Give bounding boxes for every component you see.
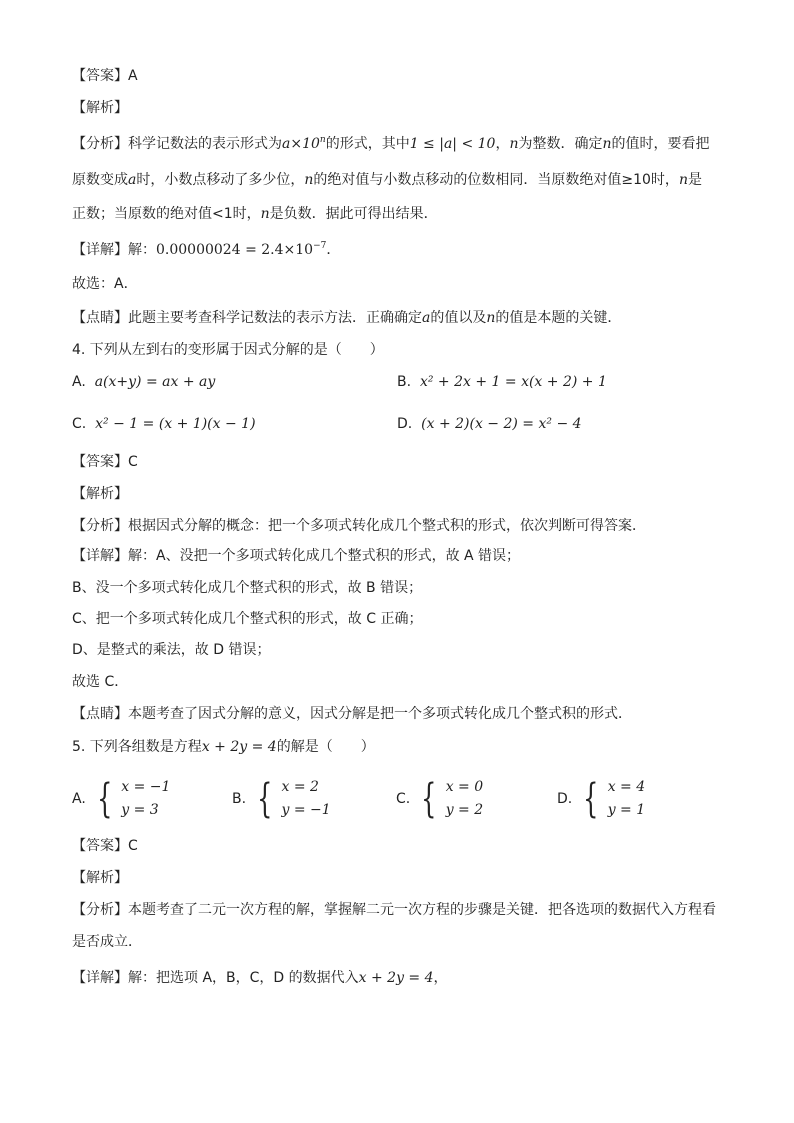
- q5-option-b: B. { x = 2 y = −1: [232, 776, 331, 822]
- question-4: 4. 下列从左到右的变形属于因式分解的是（ ）: [72, 342, 384, 358]
- solution-line-d: D、是整式的乘法，故 D 错误；: [72, 642, 271, 658]
- q4-option-d: D. (x + 2)(x − 2) = x² − 4: [397, 416, 582, 432]
- solution-text: 【详解】解：$0.00000024 = 2.4\times 10^{-7}$．: [72, 241, 341, 258]
- q4-option-c: C. x² − 1 = (x + 1)(x − 1): [72, 416, 256, 432]
- brace-glyph: {: [421, 776, 437, 822]
- choice-text: 故选 C．: [72, 674, 129, 690]
- comment-text: 【点睛】此题主要考查科学记数法的表示方法．正确确定a的值以及n的值是本题的关键．: [72, 310, 622, 326]
- analysis-text-line2: 是否成立．: [72, 934, 142, 950]
- q4-option-b: B. x² + 2x + 1 = x(x + 2) + 1: [397, 374, 607, 390]
- q4-option-a: A. a(x+y) = ax + ay: [72, 374, 216, 390]
- analysis-text: 【分析】科学记数法的表示形式为$a\times 10^n$的形式，其中1 ≤ |a| < 10，n为整数．确定n的值时，要看把: [72, 135, 710, 152]
- q5-option-c: C. { x = 0 y = 2: [396, 776, 484, 822]
- analysis-text: 【分析】根据因式分解的概念：把一个多项式转化成几个整式积的形式，依次判断可得答案．: [72, 518, 646, 534]
- solution-text: 【详解】解：把选项 A，B，C，D 的数据代入x + 2y = 4，: [72, 970, 448, 986]
- analysis-label: 【解析】: [72, 100, 128, 116]
- answer-label: 【答案】A: [72, 68, 138, 84]
- question-5: 5. 下列各组数是方程x + 2y = 4的解是（ ）: [72, 739, 375, 755]
- analysis-text: 【分析】本题考查了二元一次方程的解，掌握解二元一次方程的步骤是关键．把各选项的数据代入方程看: [72, 902, 716, 918]
- q5-option-a: A. { x = −1 y = 3: [72, 776, 171, 822]
- analysis-text-line3: 正数；当原数的绝对值<1时，n是负数．据此可得出结果．: [72, 206, 438, 222]
- brace-glyph: {: [257, 776, 273, 822]
- brace-glyph: {: [96, 776, 113, 822]
- analysis-label: 【解析】: [72, 486, 128, 502]
- q5-option-d: D. { x = 4 y = 1: [557, 776, 646, 822]
- solution-text: 【详解】解：A、没把一个多项式转化成几个整式积的形式，故 A 错误；: [72, 548, 521, 564]
- analysis-text-line2: 原数变成a时，小数点移动了多少位，n的绝对值与小数点移动的位数相同．当原数绝对值≥10时，n是: [72, 172, 702, 188]
- solution-line-c: C、把一个多项式转化成几个整式积的形式，故 C 正确；: [72, 611, 423, 627]
- answer-label: 【答案】C: [72, 838, 138, 854]
- answer-label: 【答案】C: [72, 454, 138, 470]
- brace-glyph: {: [583, 776, 599, 822]
- analysis-label: 【解析】: [72, 870, 128, 886]
- comment-text: 【点睛】本题考查了因式分解的意义，因式分解是把一个多项式转化成几个整式积的形式．: [72, 706, 632, 722]
- choice-text: 故选：A．: [72, 276, 138, 292]
- solution-line-b: B、没一个多项式转化成几个整式积的形式，故 B 错误；: [72, 580, 423, 596]
